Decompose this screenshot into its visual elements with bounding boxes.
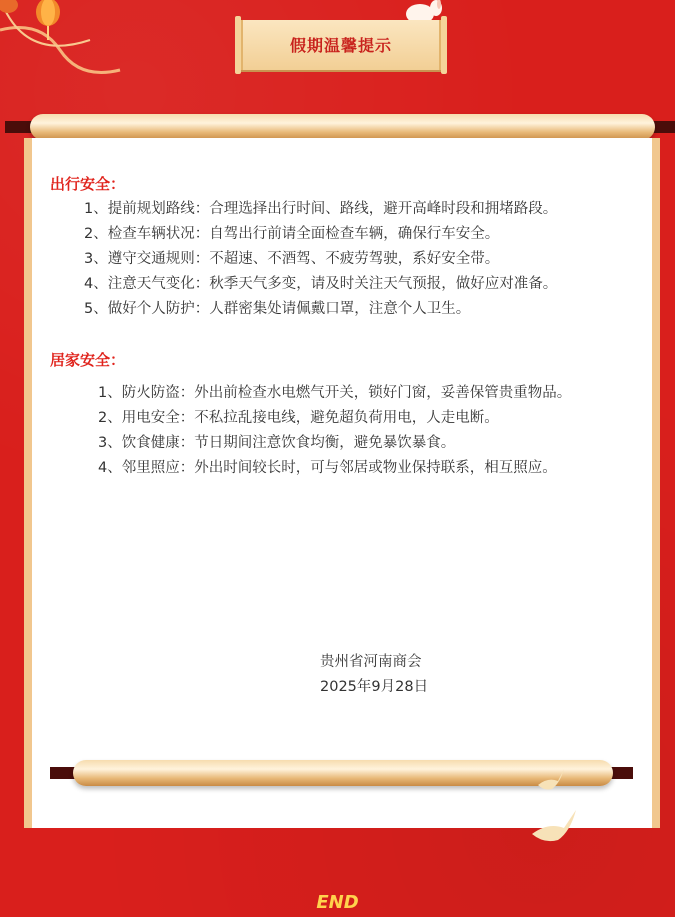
- home-item-3: 3、饮食健康：节日期间注意饮食均衡，避免暴饮暴食。: [98, 435, 456, 451]
- dove-icon: [530, 808, 580, 844]
- signature: [320, 650, 520, 700]
- home-item-4: 4、邻里照应：外出时间较长时，可与邻居或物业保持联系，相互照应。: [98, 460, 557, 476]
- dove-icon: [536, 765, 566, 793]
- travel-item-4: 4、注意天气变化：秋季天气多变，请及时关注天气预报，做好应对准备。: [84, 276, 558, 292]
- travel-item-2: 2、检查车辆状况：自驾出行前请全面检查车辆，确保行车安全。: [84, 226, 500, 242]
- home-item-1: 1、防火防盗：外出前检查水电燃气开关，锁好门窗，妥善保管贵重物品。: [98, 385, 572, 401]
- travel-item-5: 5、做好个人防护：人群密集处请佩戴口罩，注意个人卫生。: [84, 301, 471, 317]
- travel-item-3: 3、遵守交通规则：不超速、不酒驾、不疲劳驾驶，系好安全带。: [84, 251, 500, 267]
- lantern-decoration-icon: [0, 0, 130, 80]
- notice-content: [50, 172, 640, 481]
- section-title-travel: 出行安全：: [50, 175, 126, 193]
- page-title: 假期温馨提示: [289, 36, 392, 55]
- home-item-2: 2、用电安全：不私拉乱接电线，避免超负荷用电，人走电断。: [98, 410, 499, 426]
- end-label: END: [316, 892, 359, 913]
- title-banner: [238, 20, 444, 70]
- signature-date: 2025年9月28日: [320, 679, 429, 695]
- top-scroll-rod: [30, 114, 655, 140]
- travel-item-1: 1、提前规划路线：合理选择出行时间、路线，避开高峰时段和拥堵路段。: [84, 201, 558, 217]
- section-title-home: 居家安全：: [50, 351, 126, 369]
- bottom-scroll-rod: [73, 760, 613, 786]
- signature-org: 贵州省河南商会: [320, 654, 422, 670]
